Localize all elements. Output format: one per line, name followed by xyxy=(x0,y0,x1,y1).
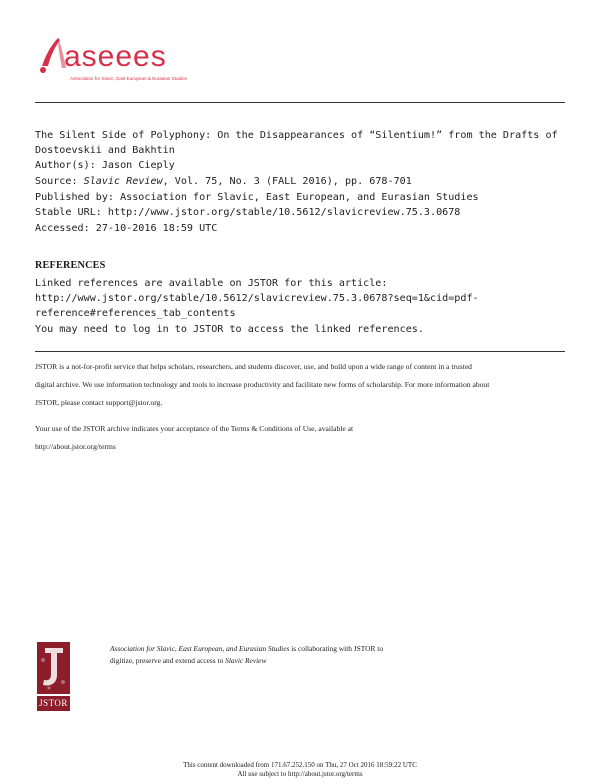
accessed-line: Accessed: 27-10-2016 18:59 UTC xyxy=(35,223,218,234)
source-label: Source: xyxy=(35,176,78,187)
middle-divider xyxy=(35,351,565,352)
logo-wordmark: aseees xyxy=(64,40,167,73)
source-details: , Vol. 75, No. 3 (FALL 2016), pp. 678-701 xyxy=(162,176,412,187)
references-heading: REFERENCES xyxy=(35,260,106,271)
notice-line-1: JSTOR is a not-for-profit service that helps scholars, researchers, and students discover, use, and build upon a wide range of content in a trusted xyxy=(35,362,472,371)
notice-line-3: JSTOR, please contact support@jstor.org. xyxy=(35,398,163,407)
article-title-line-2: Dostoevskii and Bakhtin xyxy=(35,145,175,156)
references-link-line-2[interactable]: reference#references_tab_contents xyxy=(35,308,236,319)
author-label: Author(s): xyxy=(35,160,96,171)
footer-terms-line: All use subject to http://about.jstor.org/terms xyxy=(237,770,363,778)
terms-link[interactable]: http://about.jstor.org/terms xyxy=(35,442,116,451)
source-line xyxy=(35,174,412,189)
source-journal: Slavic Review xyxy=(83,176,163,187)
aseees-logo xyxy=(36,36,196,86)
jstor-logo-text: JSTOR xyxy=(39,698,68,708)
references-line-4: You may need to log in to JSTOR to access the linked references. xyxy=(35,324,424,335)
notice-line-2: digital archive. We use information technology and tools to increase productivity and facilitate new forms of scholarship. For more information about xyxy=(35,380,490,389)
references-line-1: Linked references are available on JSTOR for this article: xyxy=(35,278,388,289)
collaboration-line-1 xyxy=(110,643,383,654)
top-divider xyxy=(35,102,565,103)
references-link-line-1[interactable]: http://www.jstor.org/stable/10.5612/slavicreview.75.3.0678?seq=1&cid=pdf- xyxy=(35,293,479,304)
publisher-line: Published by: Association for Slavic, East European, and Eurasian Studies xyxy=(35,192,479,203)
collaboration-text-2: digitize, preserve and extend access to xyxy=(110,656,226,665)
collaboration-line-2 xyxy=(110,655,266,666)
stable-url-link[interactable]: Stable URL: http://www.jstor.org/stable/10.5612/slavicreview.75.3.0678 xyxy=(35,207,461,218)
article-title-line-1: The Silent Side of Polyphony: On the Disappearances of “Silentium!” from the Drafts of xyxy=(35,130,558,141)
footer-download-line: This content downloaded from 171.67.252.150 on Thu, 27 Oct 2016 18:59:22 UTC xyxy=(183,761,417,769)
collaboration-org: Association for Slavic, East European, and Eurasian Studies xyxy=(110,644,290,653)
author-line xyxy=(35,158,175,173)
logo-tagline: Association for Slavic, East European & Eurasian Studies xyxy=(70,76,187,81)
terms-line-1: Your use of the JSTOR archive indicates your acceptance of the Terms & Conditions of Use, available at xyxy=(35,424,354,433)
author-name: Jason Cieply xyxy=(101,160,175,171)
collaboration-text-1: is collaborating with JSTOR to xyxy=(289,644,384,653)
collaboration-journal: Slavic Review xyxy=(225,656,267,665)
